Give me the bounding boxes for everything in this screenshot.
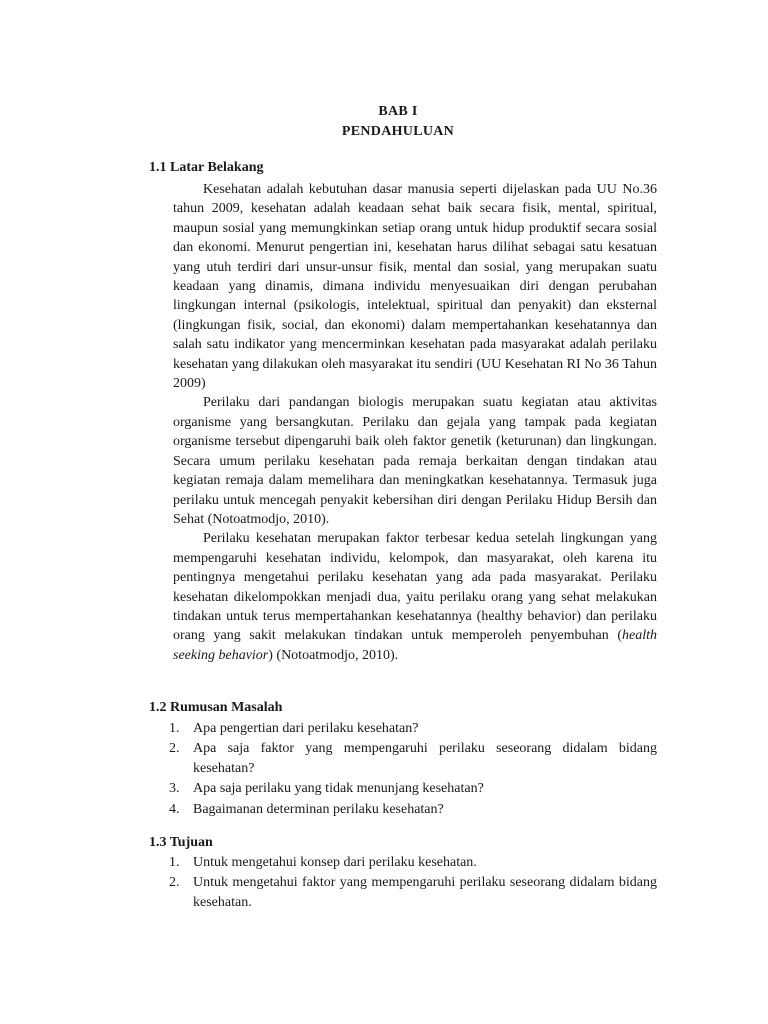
list-item [149, 719, 657, 738]
list-number: 2. [169, 875, 180, 891]
section-heading-rumusan-masalah: 1.2 Rumusan Masalah [149, 700, 283, 715]
section-heading-latar-belakang: 1.1 Latar Belakang [149, 160, 264, 175]
list-item [149, 739, 657, 778]
list-tujuan [149, 853, 657, 913]
section-body-latar-belakang [173, 180, 657, 665]
list-number: 4. [169, 801, 180, 817]
paragraph [173, 529, 657, 665]
chapter-number: BAB I [378, 104, 418, 119]
paragraph-text: Perilaku kesehatan merupakan faktor terbesar kedua setelah lingkungan yang mempengaruhi kesehatan individu, kelompok, dan masyarakat, oleh karena itu pentingnya mengetahui perilaku kesehatan yang ada pada masyarakat. Perilaku kesehatan dikelompokkan menjadi dua, yaitu perilaku orang yang sehat melakukan tindakan untuk terus mempertahankan kesehatannya (healthy behavior) dan perilaku orang yang sakit melakukan tindakan untuk memperoleh penyembuhan ( [173, 531, 657, 644]
list-item [149, 800, 657, 819]
italic-term: health seeking behavior [173, 628, 657, 663]
list-text: Untuk mengetahui konsep dari perilaku kesehatan. [193, 855, 477, 870]
list-text: Untuk mengetahui faktor yang mempengaruhi perilaku seseorang didalam bidang kesehatan. [193, 875, 657, 910]
list-text: Apa saja perilaku yang tidak menunjang kesehatan? [193, 781, 484, 797]
list-item [149, 873, 657, 912]
list-number: 2. [169, 741, 180, 757]
list-number: 1. [169, 855, 180, 870]
list-text: Bagaimanan determinan perilaku kesehatan? [193, 801, 444, 817]
paragraph: Kesehatan adalah kebutuhan dasar manusia seperti dijelaskan pada UU No.36 tahun 2009, kesehatan adalah keadaan sehat baik secara fisik, mental, spiritual, maupun sosial yang memungkinkan setiap orang untuk hidup produktif secara sosial dan ekonomi. Menurut pengertian ini, kesehatan harus dilihat sebagai satu kesatuan yang utuh terdiri dari unsur-unsur fisik, mental dan sosial, yang merupakan suatu keadaan yang dinamis, dimana individu menyesuaikan diri dengan perubahan lingkungan internal (psikologis, intelektual, spiritual dan penyakit) dan eksternal (lingkungan fisik, social, dan ekonomi) dalam mempertahankan kesehatannya dan salah satu indikator yang mencerminkan kesehatan pada masyarakat adalah perilaku kesehatan yang dilakukan oleh masyarakat itu sendiri (UU Kesehatan RI No 36 Tahun 2009) [173, 182, 657, 392]
list-text: Apa pengertian dari perilaku kesehatan? [193, 721, 419, 736]
list-number: 1. [169, 721, 180, 736]
list-rumusan-masalah [149, 719, 657, 820]
list-item [149, 779, 657, 798]
list-item [149, 853, 657, 872]
chapter-title: PENDAHULUAN [341, 124, 455, 139]
list-number: 3. [169, 781, 180, 797]
list-text: Apa saja faktor yang mempengaruhi perilaku seseorang didalam bidang kesehatan? [193, 741, 657, 776]
paragraph-tail: ) (Notoatmodjo, 2010). [268, 647, 399, 663]
section-heading-tujuan: 1.3 Tujuan [149, 835, 213, 850]
paragraph: Perilaku dari pandangan biologis merupakan suatu kegiatan atau aktivitas organisme yang bersangkutan. Perilaku dan gejala yang tampak pada kegiatan organisme tersebut dipengaruhi baik oleh faktor genetik (keturunan) dan lingkungan. Secara umum perilaku kesehatan pada remaja berkaitan dengan tindakan atau kegiatan remaja dalam memelihara dan meningkatkan kesehatannya. Termasuk juga perilaku untuk mencegah penyakit kebersihan diri dengan Perilaku Hidup Bersih dan Sehat (Notoatmodjo, 2010). [173, 395, 657, 527]
